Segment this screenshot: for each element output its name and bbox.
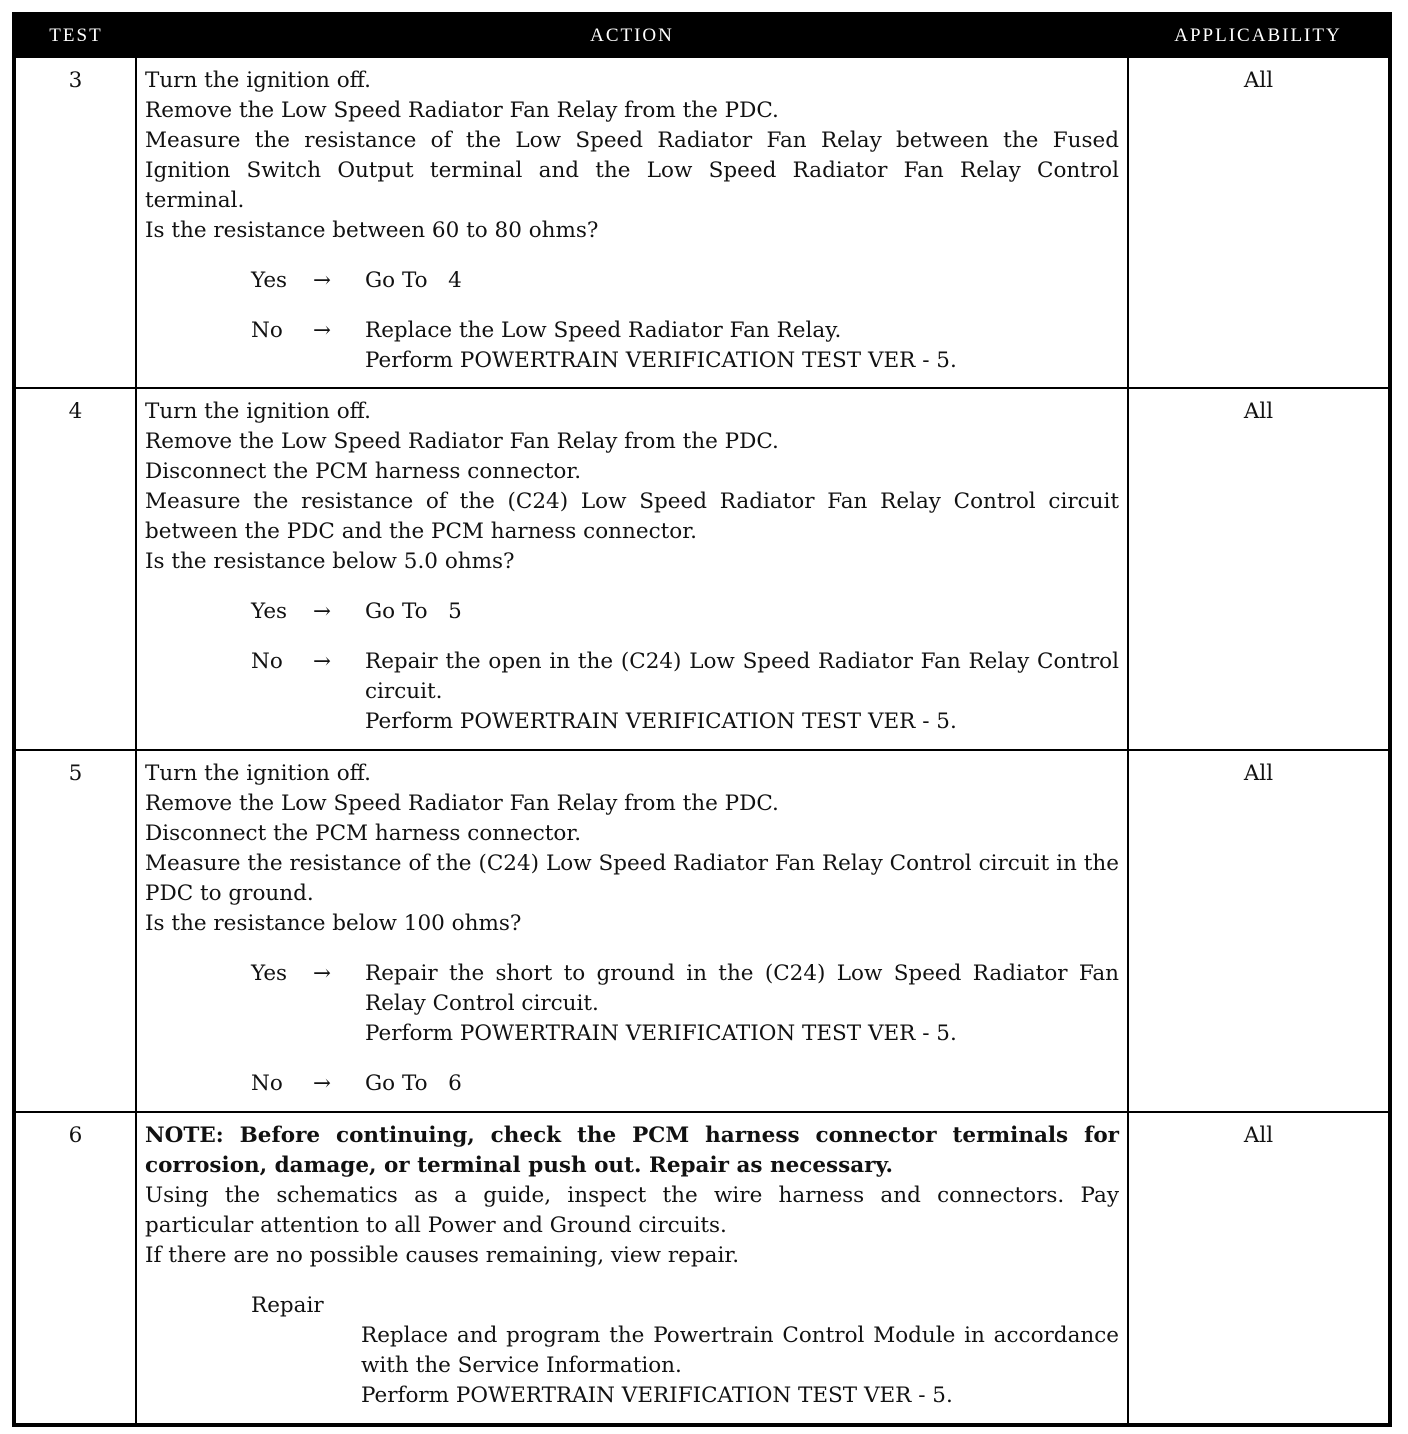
action-step: Measure the resistance of the (C24) Low Speed Radiator Fan Relay Control circuit in the PDC to ground. [145, 851, 1119, 906]
outcome-label: No [251, 318, 283, 343]
outcome-result [365, 316, 1119, 376]
goto-link[interactable]: Go To 5 [365, 599, 462, 624]
outcome-no [145, 1069, 1119, 1099]
action-step: Remove the Low Speed Radiator Fan Relay from the PDC. [145, 98, 779, 123]
table-row [14, 1112, 1390, 1425]
verification-link[interactable]: Perform POWERTRAIN VERIFICATION TEST VER - 5. [365, 709, 957, 734]
outcome-label: Yes [251, 599, 288, 624]
repair-text: Replace and program the Powertrain Control Module in accordance with the Service Information. [361, 1323, 1119, 1378]
action-cell [136, 1112, 1128, 1425]
note-text: NOTE: Before continuing, check the PCM harness connector terminals for corrosion, damage, or terminal push out. Repair as necessary. [145, 1123, 1119, 1178]
outcome-label: No [251, 649, 283, 674]
arrow-right-icon: → [313, 599, 332, 624]
header-action: ACTION [136, 14, 1128, 57]
outcome-yes [145, 959, 1119, 1049]
action-step: Disconnect the PCM harness connector. [145, 459, 582, 484]
table-row [14, 388, 1390, 750]
outcome-yes [145, 266, 1119, 296]
outcome-text: Repair the open in the (C24) Low Speed Radiator Fan Relay Control circuit. [365, 649, 1119, 704]
outcome-result [365, 597, 1119, 627]
applicability-value: All [1128, 1112, 1390, 1425]
table-row [14, 750, 1390, 1112]
action-step: Remove the Low Speed Radiator Fan Relay from the PDC. [145, 791, 779, 816]
repair-block [145, 1291, 1119, 1411]
repair-label: Repair [251, 1293, 324, 1318]
action-step: Disconnect the PCM harness connector. [145, 821, 582, 846]
action-cell [136, 750, 1128, 1112]
arrow-right-icon: → [313, 649, 332, 674]
header-applicability: APPLICABILITY [1128, 14, 1390, 57]
outcome-text: Replace the Low Speed Radiator Fan Relay. [365, 318, 842, 343]
action-question: Is the resistance between 60 to 80 ohms? [145, 218, 599, 243]
action-step: Turn the ignition off. [145, 399, 371, 424]
outcome-no [145, 647, 1119, 737]
outcome-no [145, 316, 1119, 376]
arrow-right-icon: → [313, 1071, 332, 1096]
outcome-result [365, 266, 1119, 296]
action-step: Remove the Low Speed Radiator Fan Relay from the PDC. [145, 429, 779, 454]
verification-link[interactable]: Perform POWERTRAIN VERIFICATION TEST VER - 5. [365, 1021, 957, 1046]
action-step: Using the schematics as a guide, inspect the wire harness and connectors. Pay particular attention to all Power and Ground circuits. [145, 1183, 1119, 1238]
verification-link[interactable]: Perform POWERTRAIN VERIFICATION TEST VER - 5. [361, 1383, 953, 1408]
action-step: Measure the resistance of the Low Speed Radiator Fan Relay between the Fused Ignition Switch Output terminal and the Low Speed Radiator Fan Relay Control terminal. [145, 128, 1119, 213]
action-step: Measure the resistance of the (C24) Low Speed Radiator Fan Relay Control circuit between the PDC and the PCM harness connector. [145, 489, 1119, 544]
action-cell [136, 57, 1128, 388]
applicability-value: All [1128, 388, 1390, 750]
applicability-value: All [1128, 750, 1390, 1112]
action-question: Is the resistance below 100 ohms? [145, 911, 522, 936]
outcome-text: Repair the short to ground in the (C24) Low Speed Radiator Fan Relay Control circuit. [365, 961, 1119, 1016]
goto-link[interactable]: Go To 4 [365, 268, 462, 293]
test-number: 6 [14, 1112, 136, 1425]
table-header-row [14, 14, 1390, 57]
outcome-result [365, 647, 1119, 737]
diagnostic-table [12, 12, 1392, 1427]
outcome-yes [145, 597, 1119, 627]
outcome-label: Yes [251, 961, 288, 986]
applicability-value: All [1128, 57, 1390, 388]
goto-link[interactable]: Go To 6 [365, 1071, 462, 1096]
header-test: TEST [14, 14, 136, 57]
outcome-result [365, 959, 1119, 1049]
outcome-label: No [251, 1071, 283, 1096]
table-row [14, 57, 1390, 388]
test-number: 3 [14, 57, 136, 388]
outcome-label: Yes [251, 268, 288, 293]
action-cell [136, 388, 1128, 750]
action-question: Is the resistance below 5.0 ohms? [145, 549, 515, 574]
test-number: 5 [14, 750, 136, 1112]
arrow-right-icon: → [313, 961, 332, 986]
verification-link[interactable]: Perform POWERTRAIN VERIFICATION TEST VER - 5. [365, 348, 957, 373]
test-number: 4 [14, 388, 136, 750]
action-step: If there are no possible causes remaining, view repair. [145, 1243, 740, 1268]
arrow-right-icon: → [313, 318, 332, 343]
diagnostic-document [12, 12, 1388, 1427]
arrow-right-icon: → [313, 268, 332, 293]
outcome-result [365, 1069, 1119, 1099]
action-step: Turn the ignition off. [145, 68, 371, 93]
action-step: Turn the ignition off. [145, 761, 371, 786]
